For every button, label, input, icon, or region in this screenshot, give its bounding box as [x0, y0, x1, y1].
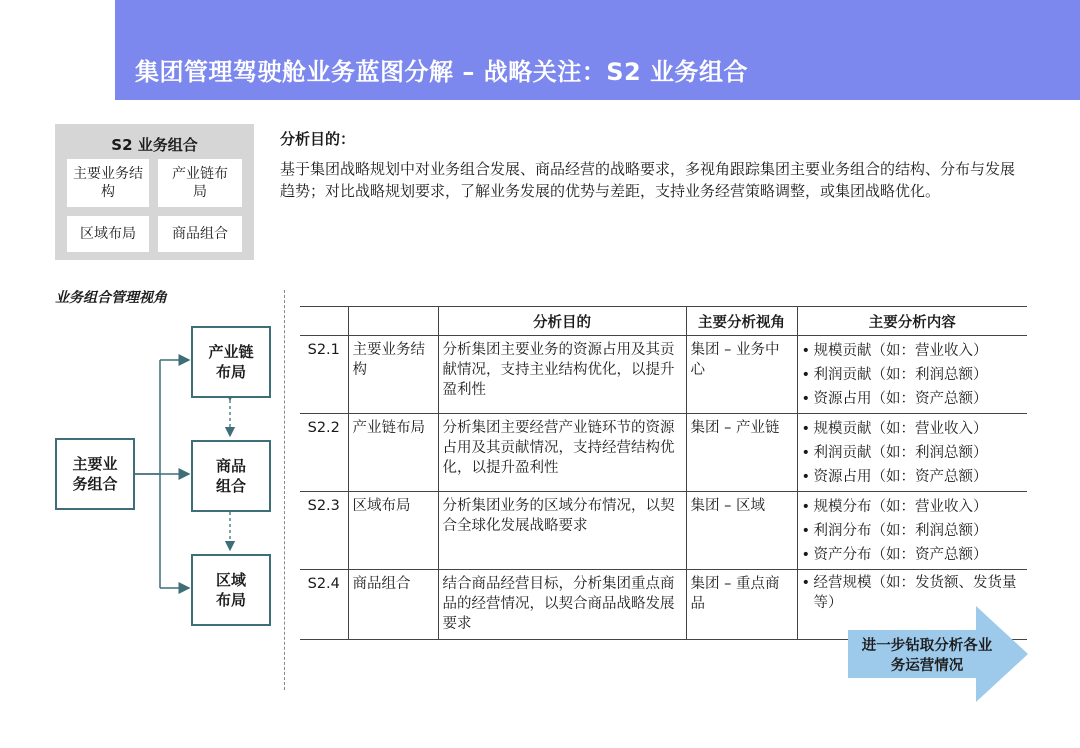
content-item: • 规模贡献（如：营业收入）	[802, 339, 1024, 363]
row-id: S2.1	[300, 336, 348, 414]
content-item: • 资产分布（如：资产总额）	[802, 543, 1024, 567]
s2-cell-label: 商品组合	[172, 226, 228, 242]
diagram-node-region	[191, 554, 271, 626]
row-content	[797, 336, 1027, 414]
header-id	[300, 307, 348, 336]
row-name: 主要业务结构	[348, 336, 438, 414]
diagram-node-product	[191, 440, 271, 512]
row-view: 集团 – 重点商品	[686, 570, 797, 640]
content-text: 利润分布（如：利润总额）	[813, 523, 988, 539]
header-content: 主要分析内容	[797, 307, 1027, 336]
content-item: • 利润贡献（如：利润总额）	[802, 363, 1024, 387]
content-item: • 利润分布（如：利润总额）	[802, 519, 1024, 543]
content-item: • 资源占用（如：资产总额）	[802, 465, 1024, 489]
row-name: 区域布局	[348, 492, 438, 570]
page-title: 集团管理驾驶舱业务蓝图分解 – 战略关注：S2 业务组合	[135, 58, 749, 86]
content-item: • 规模分布（如：营业收入）	[802, 495, 1024, 519]
row-content	[797, 414, 1027, 492]
content-text: 资产分布（如：资产总额）	[813, 547, 988, 563]
table-row	[300, 492, 1027, 570]
row-id: S2.4	[300, 570, 348, 640]
row-name: 产业链布局	[348, 414, 438, 492]
table-header-row	[300, 307, 1027, 336]
s2-box-title: S2 业务组合	[111, 136, 198, 154]
content-item: • 利润贡献（如：利润总额）	[802, 441, 1024, 465]
content-text: 规模贡献（如：营业收入）	[813, 421, 988, 437]
diagram-node-label: 产业链布局	[208, 343, 254, 381]
header-view: 主要分析视角	[686, 307, 797, 336]
row-purpose: 分析集团主要业务的资源占用及其贡献情况，支持主业结构优化，以提升盈利性	[438, 336, 686, 414]
objective-text: 基于集团战略规划中对业务组合发展、商品经营的战略要求，多视角跟踪集团主要业务组合的结构、分布与发展趋势；对比战略规划要求，了解业务发展的优势与差距，支持业务经营策略调整，或集团战略优化。	[280, 160, 1016, 200]
content-text: 利润贡献（如：利润总额）	[813, 367, 988, 383]
content-item: • 经营规模（如：发货额、发货量等）	[802, 573, 1024, 613]
content-text: 规模分布（如：营业收入）	[813, 499, 988, 515]
row-name: 商品组合	[348, 570, 438, 640]
content-item: • 资源占用（如：资产总额）	[802, 387, 1024, 411]
content-text: 利润贡献（如：利润总额）	[813, 445, 988, 461]
content-text: 经营规模（如：发货额、发货量等）	[813, 575, 1017, 611]
row-purpose: 分析集团业务的区域分布情况，以契合全球化发展战略要求	[438, 492, 686, 570]
s2-cell-label: 产业链布局	[172, 166, 228, 200]
table-row	[300, 336, 1027, 414]
row-purpose: 结合商品经营目标，分析集团重点商品的经营情况，以契合商品战略发展要求	[438, 570, 686, 640]
row-id: S2.3	[300, 492, 348, 570]
s2-cell-label: 区域布局	[80, 226, 136, 242]
row-view: 集团 – 业务中心	[686, 336, 797, 414]
row-content	[797, 492, 1027, 570]
row-id: S2.2	[300, 414, 348, 492]
content-item: • 规模贡献（如：营业收入）	[802, 417, 1024, 441]
diagram-node-root	[55, 438, 135, 510]
header-name	[348, 307, 438, 336]
diagram-node-chain	[191, 326, 271, 398]
analysis-table	[300, 306, 1027, 640]
diagram-node-label: 商品组合	[215, 457, 246, 495]
content-text: 资源占用（如：资产总额）	[813, 391, 988, 407]
row-view: 集团 – 产业链	[686, 414, 797, 492]
header-purpose: 分析目的	[438, 307, 686, 336]
row-view: 集团 – 区域	[686, 492, 797, 570]
table-row	[300, 414, 1027, 492]
content-text: 规模贡献（如：营业收入）	[813, 343, 988, 359]
drilldown-text: 进一步钻取分析各业务运营情况	[861, 638, 993, 674]
content-text: 资源占用（如：资产总额）	[813, 469, 988, 485]
diagram-node-label: 区域布局	[215, 571, 246, 609]
objective-label: 分析目的：	[280, 130, 356, 148]
row-purpose: 分析集团主要经营产业链环节的资源占用及其贡献情况，支持经营结构优化，以提升盈利性	[438, 414, 686, 492]
diagram-node-label: 主要业务组合	[72, 455, 118, 493]
perspective-title: 业务组合管理视角	[55, 290, 167, 306]
s2-cell-label: 主要业务结构	[73, 166, 143, 200]
